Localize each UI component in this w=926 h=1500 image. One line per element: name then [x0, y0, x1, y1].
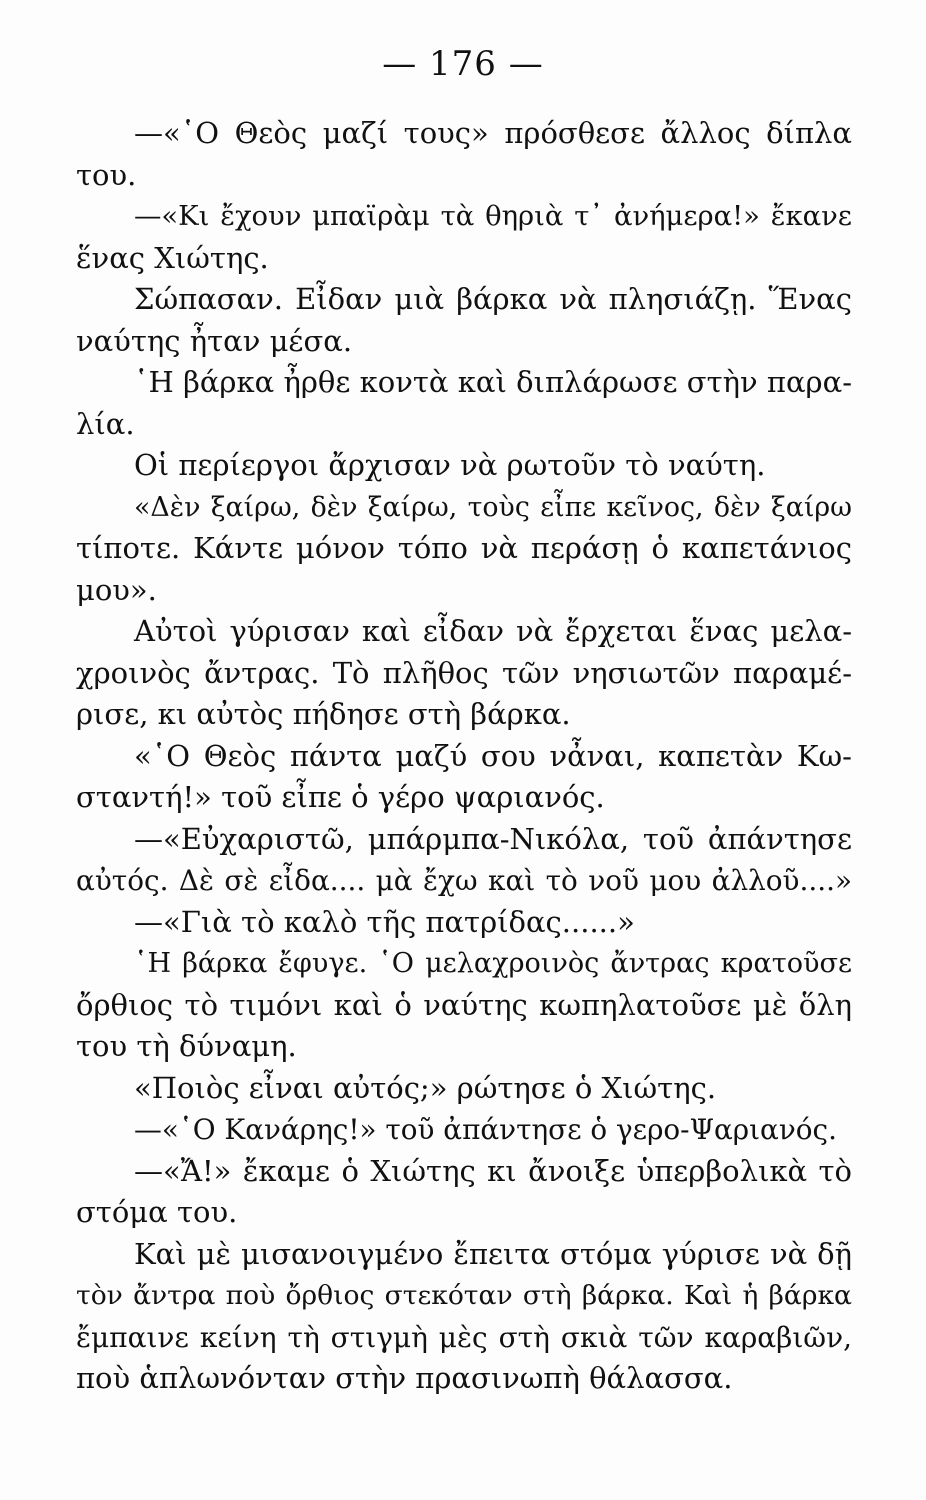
- text-line: —«Εὐχαριστῶ, μπάρμπα-Νικόλα, τοῦ ἀπάντησε: [134, 821, 852, 856]
- text-line: του τὴ δύναμη.: [76, 1029, 297, 1063]
- text-line: —«Κι ἔχουν μπαϊρὰμ τὰ θηριὰ τ᾽ ἀνήμερα!» ἔκανε: [134, 201, 852, 232]
- text-line: —«῾Ο Κανάρης!» τοῦ ἀπάντησε ὁ γερο-Ψαριανός.: [134, 1113, 837, 1146]
- text-line: χροινὸς ἄντρας. Τὸ πλῆθος τῶν νησιωτῶν παραμέ-: [76, 655, 852, 690]
- text-line: σταντή!» τοῦ εἶπε ὁ γέρο ψαριανός.: [76, 780, 605, 814]
- text-line: ἕνας Χιώτης.: [76, 240, 269, 275]
- text-line: ῾Η βάρκα ἔφυγε. ῾Ο μελαχροινὸς ἄντρας κρατοῦσε: [134, 948, 852, 979]
- text-line: —«῾Ο Θεὸς μαζί τους» πρόσθεσε ἄλλος δίπλα: [134, 116, 852, 150]
- text-line: λία.: [76, 406, 135, 441]
- text-line: ρισε, κι αὐτὸς πήδησε στὴ βάρκα.: [76, 697, 571, 731]
- body-text: [76, 113, 852, 1400]
- text-line: ποὺ ἁπλωνόνταν στὴν πρασινωπὴ θάλασσα.: [76, 1361, 733, 1395]
- text-line: ναύτης ἦταν μέσα.: [76, 323, 353, 358]
- text-line: Αὐτοὶ γύρισαν καὶ εἶδαν νὰ ἔρχεται ἕνας μελα-: [134, 614, 852, 648]
- text-line: «῾Ο Θεὸς πάντα μαζύ σου νἆναι, καπετὰν Κω-: [134, 738, 852, 773]
- text-line: «Δὲν ξαίρω, δὲν ξαίρω, τοὺς εἶπε κεῖνος, δὲν ξαίρω: [134, 491, 852, 523]
- text-line: Καὶ μὲ μισανοιγμένο ἔπειτα στόμα γύρισε νὰ δῇ: [134, 1236, 852, 1271]
- text-line: τίποτε. Κάντε μόνον τόπο νὰ περάσῃ ὁ καπετάνιος: [76, 531, 852, 565]
- text-line: —«Γιὰ τὸ καλὸ τῆς πατρίδας......»: [134, 904, 635, 939]
- text-line: μου».: [76, 572, 157, 607]
- text-line: του.: [76, 157, 137, 192]
- text-line: —«Ἄ!» ἔκαμε ὁ Χιώτης κι ἄνοιξε ὑπερβολικὰ τὸ: [134, 1153, 852, 1188]
- text-line: τὸν ἄντρα ποὺ ὄρθιος στεκόταν στὴ βάρκα. Καὶ ἡ βάρκα: [76, 1280, 852, 1311]
- text-line: Οἱ περίεργοι ἄρχισαν νὰ ρωτοῦν τὸ ναύτη.: [134, 448, 766, 482]
- text-line: ὄρθιος τὸ τιμόνι καὶ ὁ ναύτης κωπηλατοῦσε μὲ ὅλη: [76, 987, 852, 1022]
- text-line: ἔμπαινε κείνη τὴ στιγμὴ μὲς στὴ σκιὰ τῶν καραβιῶν,: [76, 1320, 852, 1354]
- text-line: ῾Η βάρκα ἦρθε κοντὰ καὶ διπλάρωσε στὴν παρα-: [134, 365, 852, 399]
- text-line: «Ποιὸς εἶναι αὐτός;» ρώτησε ὁ Χιώτης.: [134, 1070, 717, 1105]
- text-line: στόμα του.: [76, 1195, 238, 1229]
- text-line: αὐτός. Δὲ σὲ εἶδα.... μὰ ἔχω καὶ τὸ νοῦ μου ἀλλοῦ....»: [76, 864, 852, 897]
- text-line: Σώπασαν. Εἶδαν μιὰ βάρκα νὰ πλησιάζῃ. Ἕνας: [134, 282, 852, 316]
- page-number: — 176 —: [382, 44, 544, 84]
